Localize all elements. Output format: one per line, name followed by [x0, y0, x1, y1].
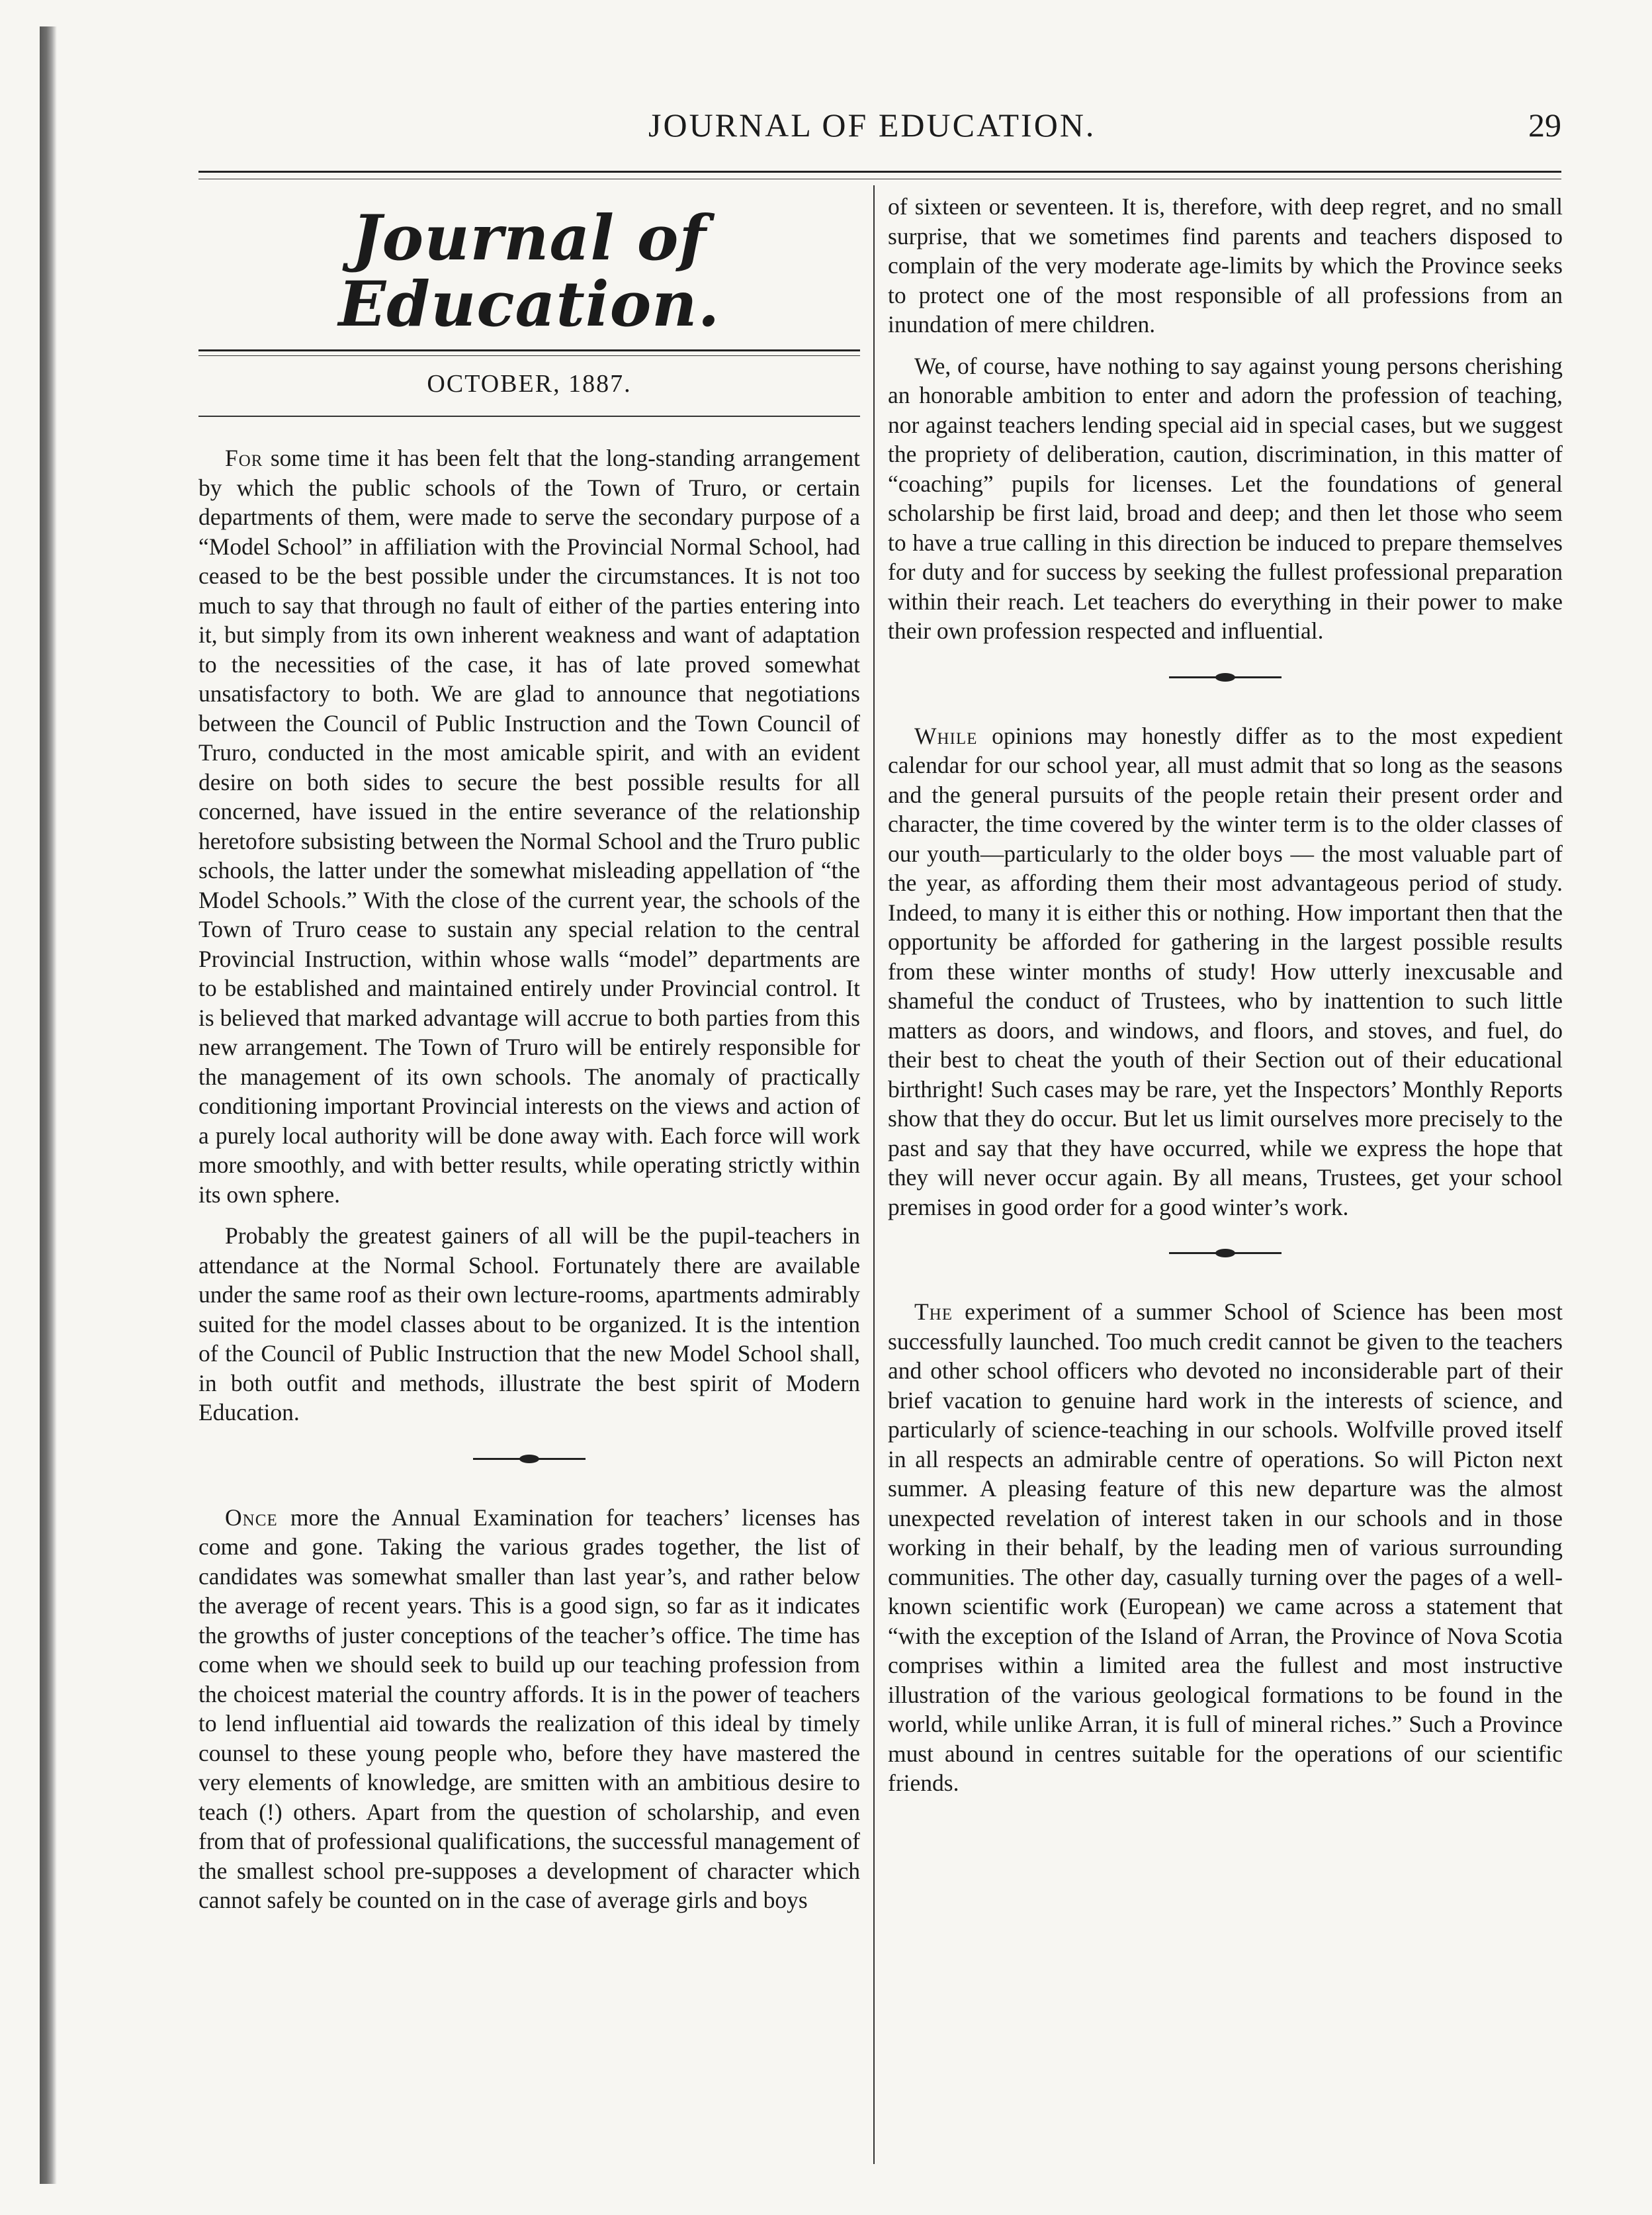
- section-ornament: [888, 1244, 1563, 1257]
- lead-word: While: [914, 722, 978, 749]
- paragraph-pupil-teachers: Probably the greatest gainers of all will be the pupil-teachers in attendance at the Normal School. Fortunately there are available under the same roof as their own lecture-rooms, apartments admirably suited for the model classes about to be organized. It is the intention of the Council of Public Instruction that the new Model School shall, in both outfit and methods, illustrate the best spirit of Modern Education.: [198, 1222, 860, 1425]
- paragraph-coaching: We, of course, have nothing to say against young persons cherishing an honorable ambition to enter and adorn the profession of teaching, nor against teachers lending special aid in special cases, but we suggest the propriety of deliberation, caution, discrimination, in this matter of “coaching” pupils for licenses. Let the foundations of general scholarship be first laid, broad and deep; and then let those who seem to have a true calling in this direction be induced to prepare themselves for duty and for success by seeking the fullest professional preparation within their reach. Let teachers do everything in their power to make their own profession respected and influential.: [888, 352, 1563, 644]
- paragraph-text: some time it has been felt that the long-standing arrangement by which the public schools of the Town of Truro, or certain departments of them, were made to serve the secondary purpose of a “Model School” in affiliation with the Provincial Normal School, had ceased to be the best possible under the circumstances. It is not too much to say that through no fault of either of the parties entering into it, but simply from its own inherent weakness and want of adaptation to the necessities of the case, it has of late proved somewhat unsatisfactory to both. We are glad to announce that negotiations between the Council of Public Instruction and the Town Council of Truro, conducted in the most amicable spirit, and with an evident desire on both sides to secure the best possible results for all concerned, have issued in the entire severance of the relationship heretofore subsisting between the Normal School and the Truro public schools, the latter under the somewhat misleading appellation of “the Model Schools.” With the close of the current year, the schools of the Town of Truro cease to sustain any special relation to the central Provincial Instruction, within whose walls “model” departments are to be established and maintained entirely under Provincial control. It is believed that marked advantage will accrue to both parties from this new arrangement. The Town of Truro will be entirely responsible for the management of its own schools. The anomaly of practically conditioning important Provincial interests on the views and action of a purely local authority will be done away with. Each force will work more smoothly, and with better results, while operating strictly within its own sphere.: [198, 445, 860, 1208]
- article-school-of-science: [888, 1297, 1563, 1798]
- section-ornament: [888, 668, 1563, 682]
- masthead-rule-thin: [198, 355, 860, 356]
- article-model-school: [198, 443, 860, 1209]
- running-header: [198, 106, 1561, 159]
- paragraph-text: experiment of a summer School of Science has been most successfully launched. Too much credit cannot be given to the teachers and other school officers who devoted no inconsiderable part of their brief vacation to genuine hard work in the interests of science, and particularly of science-teaching in our schools. Wolfville proved itself in all respects an admirable centre of operations. So will Picton next summer. A pleasing feature of this new departure was the almost unexpected revelation of interest taken in our schools and in those working in their behalf, by the leading men of various surrounding communities. The other day, casually turning over the pages of a well-known scientific work (European) we came across a statement that “with the exception of the Island of Arran, the Province of Nova Scotia comprises within a limited area the fullest and most instructive illustration of the various geological formations to be found in the world, while unlike Arran, it is full of mineral riches.” Such a Province must abound in centres suitable for the operations of our scientific friends.: [888, 1298, 1563, 1796]
- binding-edge: [40, 26, 57, 2184]
- section-ornament: [198, 1450, 860, 1463]
- masthead-title: Journal of Education.: [338, 202, 720, 341]
- paragraph-text: more the Annual Examination for teachers’ licenses has come and gone. Taking the various grades together, the list of candidates was somewhat smaller than last year’s, and rather below the average of recent years. This is a good sign, so far as it indicates the growths of juster conceptions of the teacher’s office. The time has come when we should seek to build up our teaching profession from the choicest material the country affords. It is in the power of teachers to lend influential aid towards the realization of this ideal by timely counsel to these young people who, before they have mastered the very elements of knowledge, are smitten with an ambitious desire to teach (!) others. Apart from the question of scholarship, and even from that of professional qualifications, the successful management of the smallest school pre-supposes a development of character which cannot safely be counted on in the case of average girls and boys: [198, 1504, 860, 1913]
- right-column: [888, 192, 1563, 1810]
- dateline: OCTOBER, 1887.: [427, 370, 632, 398]
- header-rule: [198, 171, 1561, 173]
- paragraph-text: opinions may honestly differ as to the most expedient calendar for our school year, all must admit that so long as the seasons and the general pursuits of the people retain their present order and character, the time covered by the winter term is to the older classes of our youth—particularly to the older boys — the most valuable part of the year, as affording them their most advantageous period of study. Indeed, to many it is either this or nothing. How important then that the opportunity be afforded for gathering in the largest possible results from these winter months of study! How utterly inexcusable and shameful the conduct of Trustees, who by inattention to such little matters as doors, and windows, and floors, and stoves, and fuel, do their best to cheat the youth of their Section out of their educational birthright! Such cases may be rare, yet the Inspectors’ Monthly Reports show that they do occur. But let us limit ourselves more precisely to the past and say that they have occurred, while we express the hope that they will never occur again. By all means, Trustees, get your school premises in good order for a good winter’s work.: [888, 722, 1563, 1220]
- paragraph-continued: of sixteen or seventeen. It is, therefore, with deep regret, and no small surprise, that we sometimes find parents and teachers disposed to complain of the very moderate age-limits by which the Province seeks to protect one of the most responsible of all professions from an inundation of mere children.: [888, 193, 1563, 338]
- article-winter-term: [888, 721, 1563, 1222]
- left-column: [198, 192, 860, 1927]
- dateline-rule: [198, 416, 860, 417]
- lead-word: Once: [225, 1504, 278, 1531]
- lead-word: For: [225, 445, 263, 471]
- column-divider: [873, 185, 875, 2164]
- masthead-rule: [198, 349, 860, 351]
- lead-word: The: [914, 1298, 953, 1325]
- page-number: 29: [1528, 107, 1561, 144]
- article-annual-examination: [198, 1503, 860, 1915]
- running-title: JOURNAL OF EDUCATION.: [648, 107, 1096, 144]
